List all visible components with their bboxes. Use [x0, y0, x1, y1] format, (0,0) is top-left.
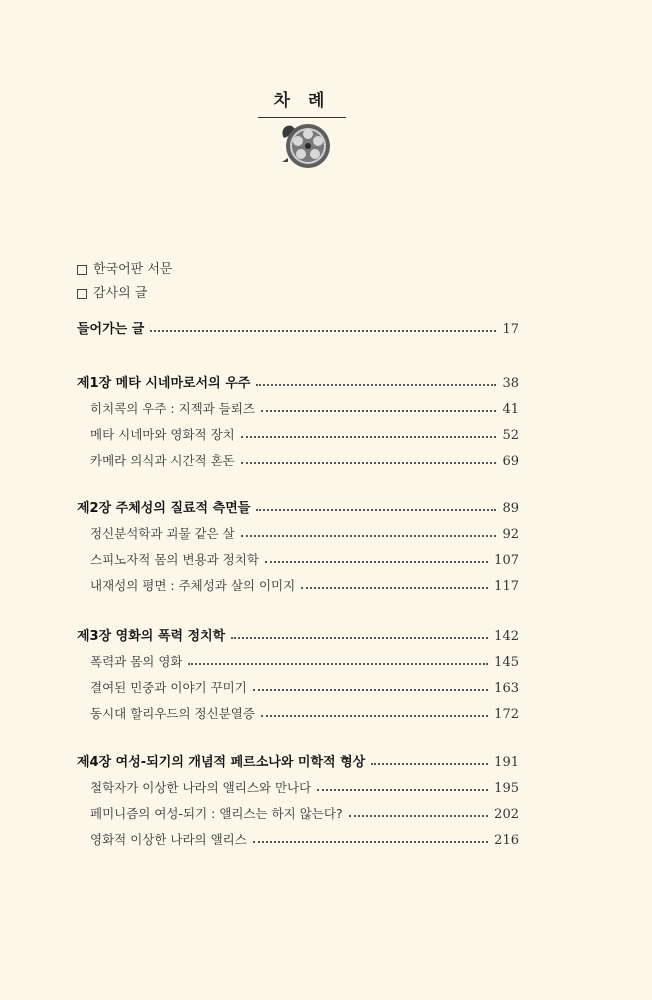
chapter-page: 142: [494, 629, 519, 644]
section-entry[interactable]: [77, 830, 519, 848]
dot-leader: [265, 561, 488, 563]
chapter-page: 38: [502, 376, 519, 391]
front-matter-item[interactable]: [77, 258, 172, 282]
section-entry[interactable]: [77, 804, 519, 822]
front-matter-item[interactable]: [77, 282, 172, 306]
section-entry[interactable]: [77, 524, 519, 542]
chapter-entry[interactable]: [77, 372, 519, 391]
film-reel-icon: [278, 118, 334, 170]
chapter-entry[interactable]: [77, 625, 519, 644]
dot-leader: [241, 462, 497, 464]
toc-intro: [77, 318, 519, 337]
section-title: 스피노자적 몸의 변용과 정치학: [90, 552, 259, 567]
section-page: 172: [494, 707, 519, 722]
dot-leader: [241, 436, 497, 438]
toc-entry-intro[interactable]: [77, 318, 519, 337]
dot-leader: [261, 410, 496, 412]
dot-leader: [317, 789, 488, 791]
section-entry[interactable]: [77, 451, 519, 469]
section-page: 52: [502, 428, 519, 443]
section-title: 폭력과 몸의 영화: [90, 654, 183, 669]
front-matter-label: 한국어판 서문: [93, 262, 173, 277]
section-page: 202: [494, 807, 519, 822]
dot-leader: [253, 689, 488, 691]
entry-title: 들어가는 글: [77, 322, 145, 337]
chapter-page: 89: [502, 501, 519, 516]
chapter-page: 191: [494, 755, 519, 770]
page-title: 차 례: [258, 86, 346, 118]
section-page: 107: [494, 553, 519, 568]
section-entry[interactable]: [77, 576, 519, 594]
section-page: 69: [502, 454, 519, 469]
dot-leader: [256, 509, 496, 511]
dot-leader: [231, 637, 488, 639]
section-title: 내재성의 평면 : 주체성과 살의 이미지: [90, 578, 296, 593]
section-entry[interactable]: [77, 550, 519, 568]
chapter-4: [77, 751, 519, 848]
section-entry[interactable]: [77, 425, 519, 443]
dot-leader: [349, 815, 489, 817]
section-page: 92: [502, 527, 519, 542]
section-page: 195: [494, 781, 519, 796]
dot-leader: [150, 330, 496, 332]
section-entry[interactable]: [77, 652, 519, 670]
bullet-box-icon: [77, 265, 87, 275]
section-entry[interactable]: [77, 399, 519, 417]
section-title: 히치콕의 우주 : 지젝과 들뢰즈: [90, 401, 256, 416]
section-entry[interactable]: [77, 704, 519, 722]
chapter-entry[interactable]: [77, 497, 519, 516]
dot-leader: [301, 587, 488, 589]
dot-leader: [253, 841, 488, 843]
front-matter-label: 감사의 글: [93, 286, 148, 301]
section-page: 163: [494, 681, 519, 696]
chapter-2: [77, 497, 519, 594]
dot-leader: [241, 535, 497, 537]
chapter-title: 제1장 메타 시네마로서의 우주: [77, 376, 251, 391]
chapter-title: 제2장 주체성의 질료적 측면들: [77, 501, 251, 516]
section-title: 철학자가 이상한 나라의 앨리스와 만나다: [90, 780, 312, 795]
entry-page: 17: [502, 322, 519, 337]
front-matter-list: [77, 258, 172, 306]
section-page: 216: [494, 833, 519, 848]
chapter-title: 제3장 영화의 폭력 정치학: [77, 629, 226, 644]
dot-leader: [256, 384, 496, 386]
section-page: 41: [502, 402, 519, 417]
section-page: 145: [494, 655, 519, 670]
section-entry[interactable]: [77, 778, 519, 796]
dot-leader: [371, 763, 488, 765]
chapter-title: 제4장 여성-되기의 개념적 페르소나와 미학적 형상: [77, 755, 366, 770]
section-entry[interactable]: [77, 678, 519, 696]
section-title: 정신분석학과 괴물 같은 살: [90, 526, 235, 541]
toc-header: [258, 86, 346, 118]
section-title: 결여된 민중과 이야기 꾸미기: [90, 680, 247, 695]
section-title: 영화적 이상한 나라의 앨리스: [90, 832, 247, 847]
section-page: 117: [494, 579, 519, 594]
section-title: 카메라 의식과 시간적 혼돈: [90, 453, 235, 468]
chapter-1: [77, 372, 519, 469]
chapter-3: [77, 625, 519, 722]
section-title: 메타 시네마와 영화적 장치: [90, 427, 235, 442]
chapter-entry[interactable]: [77, 751, 519, 770]
bullet-box-icon: [77, 289, 87, 299]
section-title: 동시대 할리우드의 정신분열증: [90, 706, 255, 721]
dot-leader: [188, 663, 488, 665]
dot-leader: [261, 715, 488, 717]
section-title: 페미니즘의 여성-되기 : 앨리스는 하지 않는다?: [90, 806, 343, 821]
